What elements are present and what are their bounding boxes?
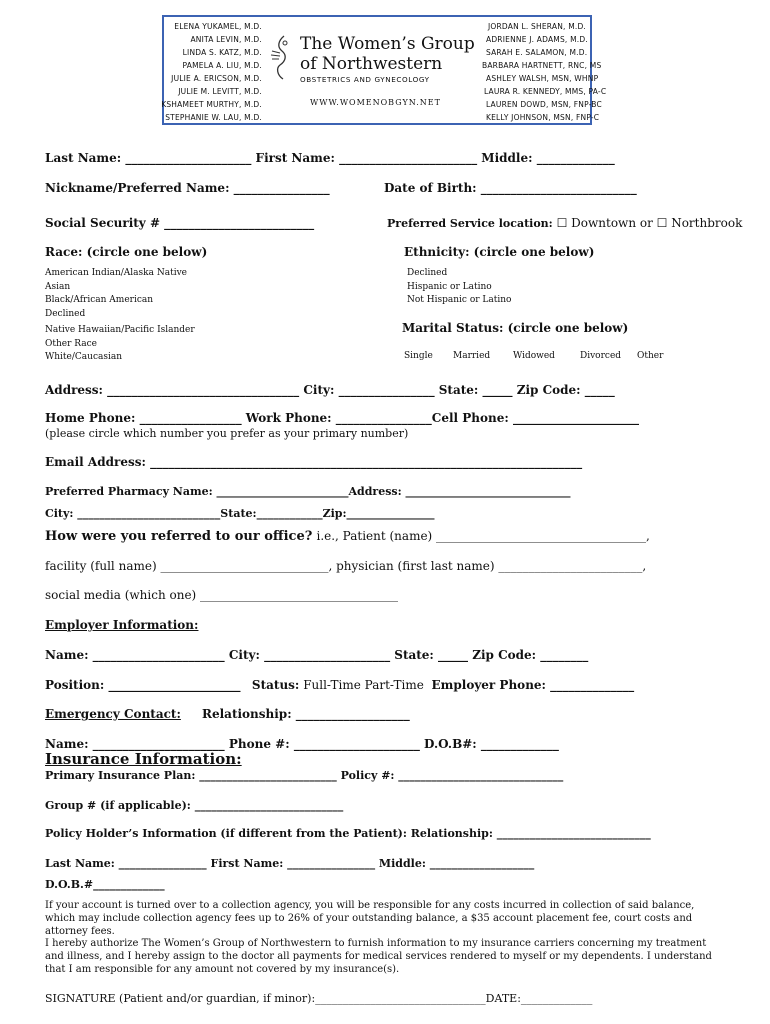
marital-option[interactable]: Other [637, 351, 664, 361]
phone-note: (please circle which number you prefer as your primary number) [45, 427, 409, 440]
employer-status-label: Status: [251, 678, 300, 692]
phone-row[interactable]: Home Phone: _________________ Work Phone: ________________Cell Phone: _____________________ [45, 411, 639, 425]
emergency-heading: Emergency Contact: [45, 707, 181, 721]
logo-icon [268, 33, 298, 83]
address-row[interactable]: Address: ________________________________ City: ________________ State: _____ Zip Code: _____ [45, 383, 615, 397]
doctor-name: ADRIENNE J. ADAMS, M.D. [486, 35, 588, 44]
race-heading: Race: (circle one below) [45, 245, 208, 259]
ethnicity-option[interactable]: Declined [407, 268, 448, 278]
nickname-field[interactable]: Nickname/Preferred Name: ________________ [45, 181, 330, 195]
ethnicity-options[interactable] [407, 267, 511, 308]
practice-name-line-2: of Northwestern [300, 54, 443, 74]
preferred-location-options[interactable]: ☐ Downtown or ☐ Northbrook [556, 216, 743, 230]
doctor-name: ASHLEY WALSH, MSN, WHNP [486, 74, 599, 83]
doctor-name: KSHAMEET MURTHY, M.D. [161, 100, 262, 109]
race-option[interactable]: Declined [45, 308, 86, 319]
emergency-row[interactable]: Name: ______________________ Phone #: _____________________ D.O.B#: _____________ [45, 737, 559, 751]
race-option[interactable]: Other Race [45, 338, 97, 349]
signature-row[interactable]: SIGNATURE (Patient and/or guardian, if minor):_______________________________DATE:_____________ [45, 992, 593, 1005]
marital-option[interactable]: Single [404, 351, 433, 361]
doctor-name: SARAH E. SALAMON, M.D. [486, 48, 588, 57]
holder-dob[interactable]: D.O.B.#_____________ [45, 878, 165, 891]
doctor-name: LINDA S. KATZ, M.D. [182, 48, 262, 57]
doctor-name: JULIE A. ERICSON, M.D. [171, 74, 262, 83]
preferred-location[interactable] [387, 216, 742, 230]
authorization-notice: I hereby authorize The Women’s Group of Northwestern to furnish information to my insurance carriers concerning my treatment and illness, and I hereby assign to the doctor all payments for medical services rendered to myself or my dependents. I understand that I am responsible for any amount not covered by my insurance(s). [45, 938, 712, 975]
ssn-field[interactable]: Social Security # _________________________ [45, 216, 315, 230]
holder-name-row[interactable]: Last Name: ________________ First Name: ________________ Middle: ___________________ [45, 857, 535, 870]
pharmacy-city-row[interactable]: City: __________________________State:____________Zip:________________ [45, 507, 435, 520]
referral-row-3[interactable]: social media (which one) _________________________________ [45, 588, 399, 602]
marital-option[interactable]: Widowed [513, 351, 555, 361]
collection-notice: If your account is turned over to a collection agency, you will be responsible for any costs incurred in collection of said balance, which may include collection agency fees up to 26% of your outstanding balance, a $35 account placement fee, court costs and attorney fees. [45, 900, 695, 937]
referral-label: How were you referred to our office? [45, 529, 313, 544]
holder-row[interactable]: Policy Holder’s Information (if different from the Patient): Relationship: ____________________________ [45, 827, 651, 840]
referral-row-2[interactable]: facility (full name) ____________________________, physician (first last name) ________________________, [45, 559, 647, 573]
marital-option[interactable]: Married [453, 351, 491, 361]
ethnicity-heading: Ethnicity: (circle one below) [404, 245, 595, 259]
race-option[interactable]: Asian [45, 281, 71, 292]
marital-heading: Marital Status: (circle one below) [402, 321, 629, 335]
letterhead [161, 15, 607, 125]
name-row[interactable]: Last Name: _____________________ First Name: _______________________ Middle: _____________ [45, 151, 615, 165]
insurance-heading: Insurance Information: [45, 750, 242, 768]
referral-patient[interactable]: i.e., Patient (name) ___________________________________, [316, 529, 650, 543]
practice-name-line-1: The Women’s Group [300, 34, 475, 54]
race-option[interactable]: Native Hawaiian/Pacific Islander [45, 325, 195, 335]
left-doctor-list [161, 21, 262, 125]
right-doctor-list [482, 21, 607, 125]
practice-subtitle: OBSTETRICS AND GYNECOLOGY [300, 75, 430, 84]
doctor-name: STEPHANIE W. LAU, M.D. [165, 113, 262, 122]
employer-row-2[interactable] [45, 678, 634, 692]
marital-option[interactable]: Divorced [580, 351, 622, 361]
doctor-name: PAMELA A. LIU, M.D. [182, 61, 262, 70]
preferred-location-label: Preferred Service location: [387, 217, 553, 230]
group-row[interactable]: Group # (if applicable): ___________________________ [45, 799, 344, 812]
race-option[interactable]: Black/African American [45, 295, 154, 305]
email-row[interactable]: Email Address: ________________________________________________________________________ [45, 455, 583, 469]
employer-row-1[interactable]: Name: ______________________ City: _____________________ State: _____ Zip Code: ________ [45, 648, 589, 662]
race-options[interactable] [45, 267, 195, 365]
doctor-name: LAUREN DOWD, MSN, FNP-BC [486, 100, 602, 109]
employer-phone[interactable]: Employer Phone: ______________ [431, 678, 635, 692]
referral-row-1[interactable] [45, 529, 650, 544]
race-option[interactable]: American Indian/Alaska Native [45, 268, 187, 278]
doctor-name: KELLY JOHNSON, MSN, FNP-C [486, 113, 600, 122]
doctor-name: LAURA R. KENNEDY, MMS, PA-C [484, 87, 607, 96]
employer-status-options[interactable]: Full-Time Part-Time [303, 678, 424, 692]
doctor-name: ELENA YUKAMEL, M.D. [174, 22, 262, 31]
dob-field[interactable]: Date of Birth: __________________________ [384, 181, 637, 195]
practice-website: WWW.WOMENOBGYN.NET [310, 98, 441, 107]
emergency-relationship[interactable]: Relationship: ___________________ [202, 707, 410, 721]
pharmacy-row[interactable]: Preferred Pharmacy Name: ________________________Address: ______________________________ [45, 485, 571, 498]
ethnicity-option[interactable]: Not Hispanic or Latino [407, 295, 512, 305]
doctor-name: ANITA LEVIN, M.D. [190, 35, 262, 44]
practice-name [300, 34, 475, 74]
ethnicity-option[interactable]: Hispanic or Latino [407, 281, 492, 292]
doctor-name: JULIE M. LEVITT, M.D. [178, 87, 262, 96]
race-option[interactable]: White/Caucasian [45, 352, 123, 362]
employer-heading: Employer Information: [45, 618, 199, 632]
doctor-name: BARBARA HARTNETT, RNC, MS [482, 61, 602, 70]
employer-position[interactable]: Position: ______________________ [45, 678, 241, 692]
doctor-name: JORDAN L. SHERAN, M.D. [488, 22, 587, 31]
insurance-row[interactable]: Primary Insurance Plan: _________________________ Policy #: ______________________________ [45, 769, 564, 782]
